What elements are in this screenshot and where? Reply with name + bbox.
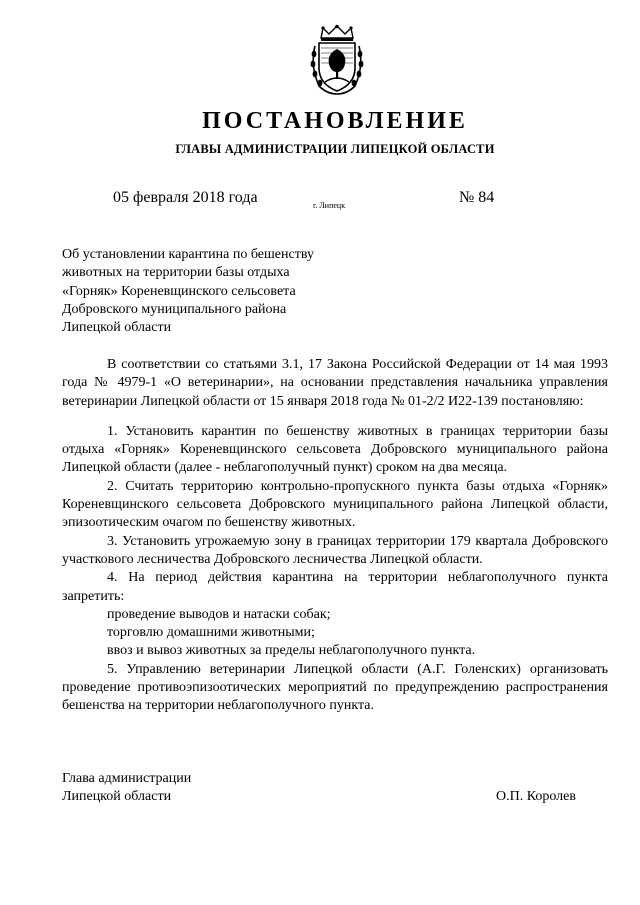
coat-of-arms-icon (305, 24, 369, 96)
document-title: ПОСТАНОВЛЕНИЕ (202, 108, 468, 134)
document-subtitle: ГЛАВЫ АДМИНИСТРАЦИИ ЛИПЕЦКОЙ ОБЛАСТИ (175, 142, 495, 156)
document-subject (62, 246, 362, 337)
subject-line: Липецкой области (62, 320, 172, 336)
document-body (62, 356, 608, 716)
prohibition-list-item: ввоз и вывоз животных за пределы неблагополучного пункта. (107, 643, 476, 659)
document-number: № 84 (459, 189, 495, 206)
item-5-paragraph: 5. Управлению ветеринарии Липецкой области (А.Г. Голенских) организовать проведение противоэпизоотических мероприятий по предупреждению распространения бешенства на территории неблагополучного пункта. (62, 661, 608, 714)
subject-line: Добровского муниципального района (62, 301, 287, 317)
prohibition-list-item: проведение выводов и натаски собак; (107, 606, 331, 622)
item-2-paragraph: 2. Считать территорию контрольно-пропускного пункта базы отдыха «Горняк» Кореневщинского сельсовета Добровского муниципального района Липецкой области, эпизоотическим очагом по бешенству животных. (62, 478, 608, 531)
preamble-paragraph: В соответствии со статьями 3.1, 17 Закона Российской Федерации от 14 мая 1993 года № 4979-1 «О ветеринарии», на основании представления начальника управления ветеринарии Липецкой области от 15 января 2018 года № 01-2/2 И22-139 постановляю: (62, 357, 608, 409)
item-1-paragraph: 1. Установить карантин по бешенству животных в границах территории базы отдыха «Горняк» Кореневщинского сельсовета Добровского муниципального района Липецкой области (далее - неблагополучный пункт) сроком на два месяца. (62, 423, 608, 476)
item-3-paragraph: 3. Установить угрожаемую зону в границах территории 179 квартала Добровского участкового лесничества Добровского лесничества Липецкой области. (62, 533, 608, 567)
signatory-position-line: Глава администрации (62, 771, 192, 786)
signatory-position (62, 770, 191, 807)
subject-line: «Горняк» Кореневщинского сельсовета (62, 283, 296, 299)
subject-line: Об установлении карантина по бешенству (62, 247, 314, 262)
signatory-position-line: Липецкой области (62, 789, 172, 805)
prohibition-list-item: торговлю домашними животными; (107, 625, 315, 641)
document-city: г. Липецк (313, 201, 346, 210)
document-date: 05 февраля 2018 года (113, 189, 258, 206)
signatory-name: О.П. Королев (496, 789, 576, 804)
item-4-paragraph: 4. На период действия карантина на территории неблагополучного пункта запретить: (62, 570, 608, 604)
subject-line: животных на территории базы отдыха (62, 265, 290, 281)
